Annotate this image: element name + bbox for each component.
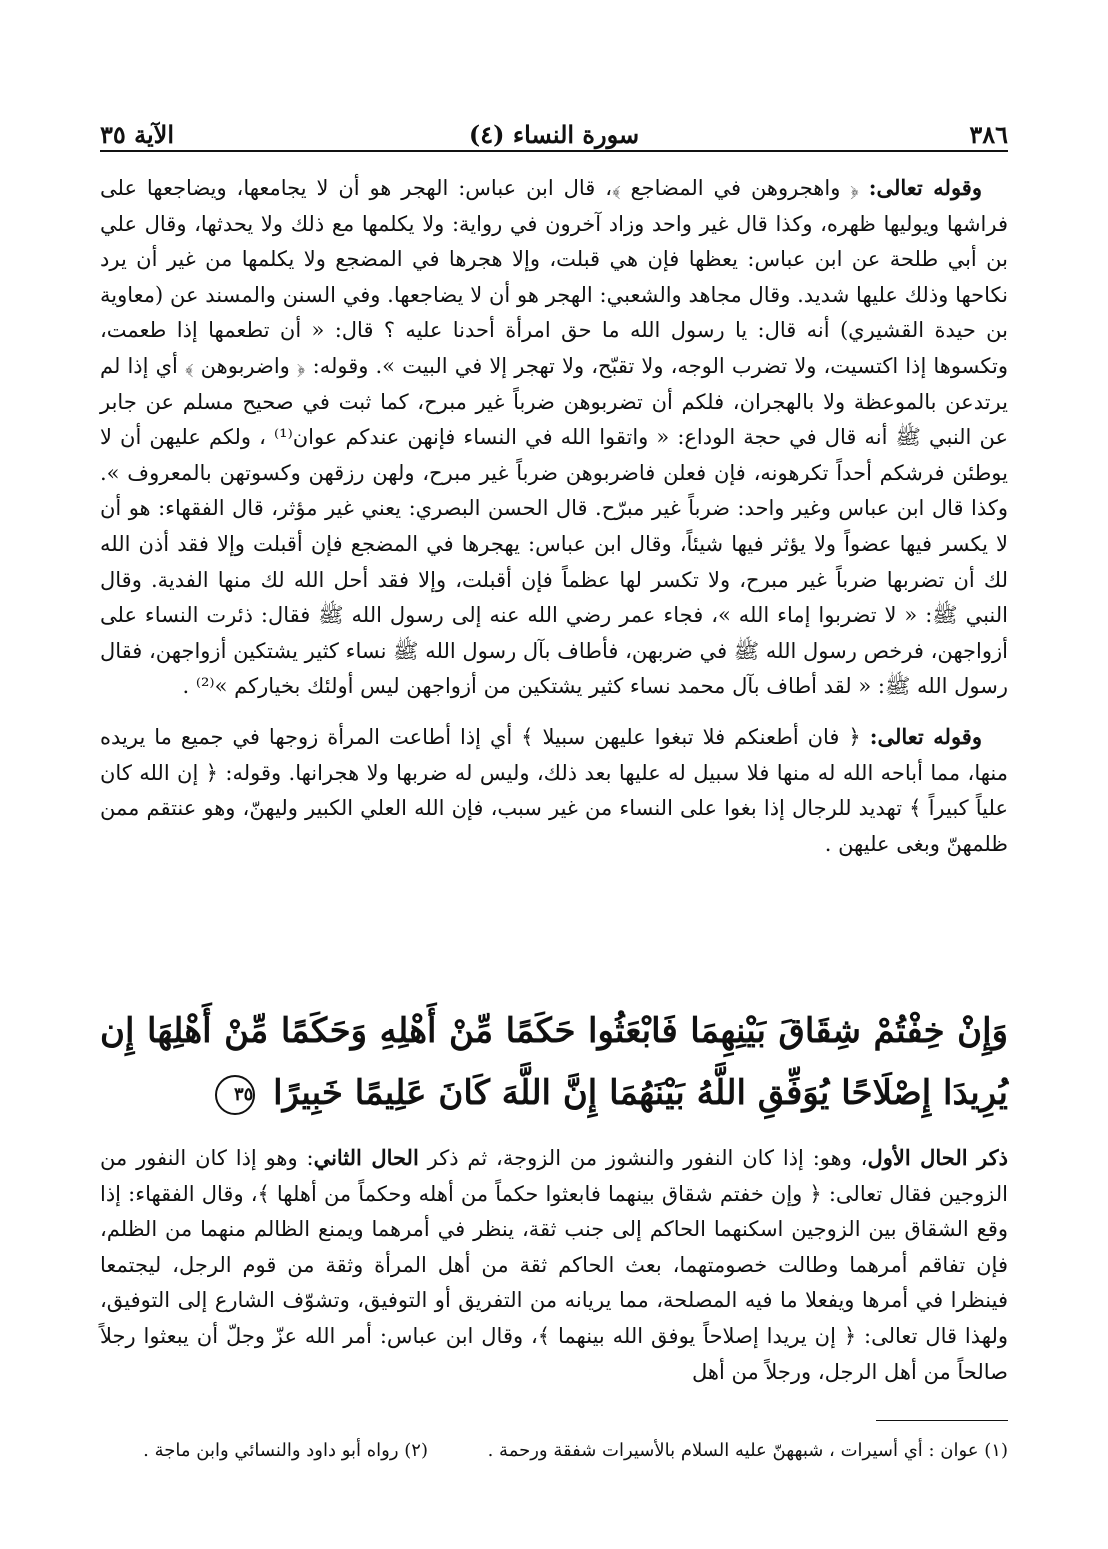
footnote-2: (٢) رواه أبو داود والنسائي وابن ماجة . [143, 1440, 428, 1461]
paragraph-shiqaq [100, 1140, 1008, 1390]
commentary-body [100, 170, 1008, 862]
paragraph-text: : وهو إذا كان النفور من الزوجين فقال تعالى: ﴿ وإن خفتم شقاق بينهما فابعثوا حكماً من أهله وحكماً من أهلها ﴾، وقال الفقهاء: إذا وقع الشقاق بين الزوجين اسكنهما الحاكم إلى جنب ثقة، ينظر في أمرهما ويمنع الظالم منهما من الظلم، فإن تفاقم أمرهما وطالت خصومتهما، بعث الحاكم ثقة من أهل المرأة وثقة من قوم الرجل، ليجتمعا فينظرا في أمرها ويفعلا ما فيه المصلحة، مما يريانه من التفريق أو التوفيق، وتشوّف الشارع إلى التوفيق، ولهذا قال تعالى: ﴿ إن يريدا إصلاحاً يوفق الله بينهما ﴾، وقال ابن عباس: أمر الله عزّ وجلّ أن يبعثوا رجلاً صالحاً من أهل الرجل، ورجلاً من أهل [100, 1146, 1008, 1384]
page-number: ٣٨٦ [969, 120, 1008, 149]
running-header [100, 108, 1008, 156]
paragraph-text: ، وهو: إذا كان النفور والنشوز من الزوجة، ثم ذكر [418, 1146, 868, 1170]
surah-title: (٤) سورة النساء [468, 120, 640, 149]
verse-number-medallion: ٣٥ [215, 1075, 255, 1115]
paragraph-obedience [100, 719, 1008, 862]
paragraph-hajr [100, 170, 1008, 705]
paragraph-lead: وقوله تعالى: [868, 175, 982, 200]
footnote-1: (١) عوان : أي أسيرات ، شبههنّ عليه السلام بالأسيرات شفقة ورحمة . [487, 1440, 1008, 1461]
paragraph-lead: الحال الثاني [313, 1145, 419, 1170]
paragraph-text: ﴿ فان أطعنكم فلا تبغوا عليهن سبيلا ﴾ أي إذا أطاعت المرأة زوجها في جميع ما يريده منها، مما أباحه الله له منها فلا سبيل له عليها بعد ذلك، وليس له ضربها ولا هجرانها. وقوله: ﴿ إن الله كان علياً كبيراً ﴾ تهديد للرجال إذا بغوا على النساء من غير سبب، فإن الله العلي الكبير وليهنّ، وهو عنتقم ممن ظلمهنّ وبغى عليهن . [100, 724, 1008, 856]
quran-verse [100, 1000, 1008, 1124]
header-divider [100, 150, 1008, 152]
footnote-divider [876, 1420, 1008, 1421]
paragraph-lead: ذكر الحال الأول [867, 1145, 1008, 1170]
tafsir-paragraph [100, 1140, 1008, 1390]
ayah-label: الآية ٣٥ [100, 120, 175, 149]
paragraph-text: ﴿ واهجروهن في المضاجع ﴾، قال ابن عباس: الهجر هو أن لا يجامعها، ويضاجعها على فراشها ويوليها ظهره، وكذا قال غير واحد وزاد آخرون في رواية: ولا يكلمها مع ذلك ولا يحدثها، وقال علي بن أبي طلحة عن ابن عباس: يعظها فإن هي قبلت، وإلا هجرها في المضجع ولا يكلمها من غير أن يرد نكاحها وذلك عليها شديد. وقال مجاهد والشعبي: الهجر هو أن لا يضاجعها. وفي السنن والمسند عن (معاوية بن حيدة القشيري) أنه قال: يا رسول الله ما حق امرأة أحدنا عليه ؟ قال: « أن تطعمها إذا طعمت، وتكسوها إذا اكتسيت، ولا تضرب الوجه، ولا تقبّح، ولا تهجر إلا في البيت ». وقوله: ﴿ واضربوهن ﴾ أي إذا لم يرتدعن بالموعظة ولا بالهجران، فلكم أن تضربوهن ضرباً غير مبرح، كما ثبت في صحيح مسلم عن جابر عن النبي ﷺ أنه قال في حجة الوداع: « واتقوا الله في النساء فإنهن عندكم عوان⁽¹⁾ ، ولكم عليهن أن لا يوطئن فرشكم أحداً تكرهونه، فإن فعلن فاضربوهن ضرباً غير مبرح، ولهن رزقهن وكسوتهن بالمعروف ». وكذا قال ابن عباس وغير واحد: ضرباً غير مبرّح. قال الحسن البصري: يعني غير مؤثر، قال الفقهاء: هو أن لا يكسر فيها عضواً ولا يؤثر فيها شيئاً، وقال ابن عباس: يهجرها في المضجع فإن أقبلت وإلا فقد أذن الله لك أن تضربها ضرباً غير مبرح، ولا تكسر لها عظماً فإن أقبلت، وإلا فقد أحل الله لك منها الفدية. وقال النبي ﷺ: « لا تضربوا إماء الله »، فجاء عمر رضي الله عنه إلى رسول الله ﷺ فقال: ذئرت النساء على أزواجهن، فرخص رسول الله ﷺ في ضربهن، فأطاف بآل رسول الله ﷺ نساء كثير يشتكين أزواجهن، فقال رسول الله ﷺ: « لقد أطاف بآل محمد نساء كثير يشتكين من أزواجهن ليس أولئك بخياركم »⁽²⁾ . [100, 176, 1008, 699]
footnotes [100, 1436, 1008, 1470]
verse-text: وَإِنْ خِفْتُمْ شِقَاقَ بَيْنِهِمَا فَابْعَثُوا حَكَمًا مِّنْ أَهْلِهِ وَحَكَمًا مِّنْ أَهْلِهَا إِن يُرِيدَا إِصْلَاحًا يُوَفِّقِ اللَّهُ بَيْنَهُمَا إِنَّ اللَّهَ كَانَ عَلِيمًا خَبِيرًا [100, 1011, 1008, 1113]
paragraph-lead: وقوله تعالى: [869, 723, 982, 749]
